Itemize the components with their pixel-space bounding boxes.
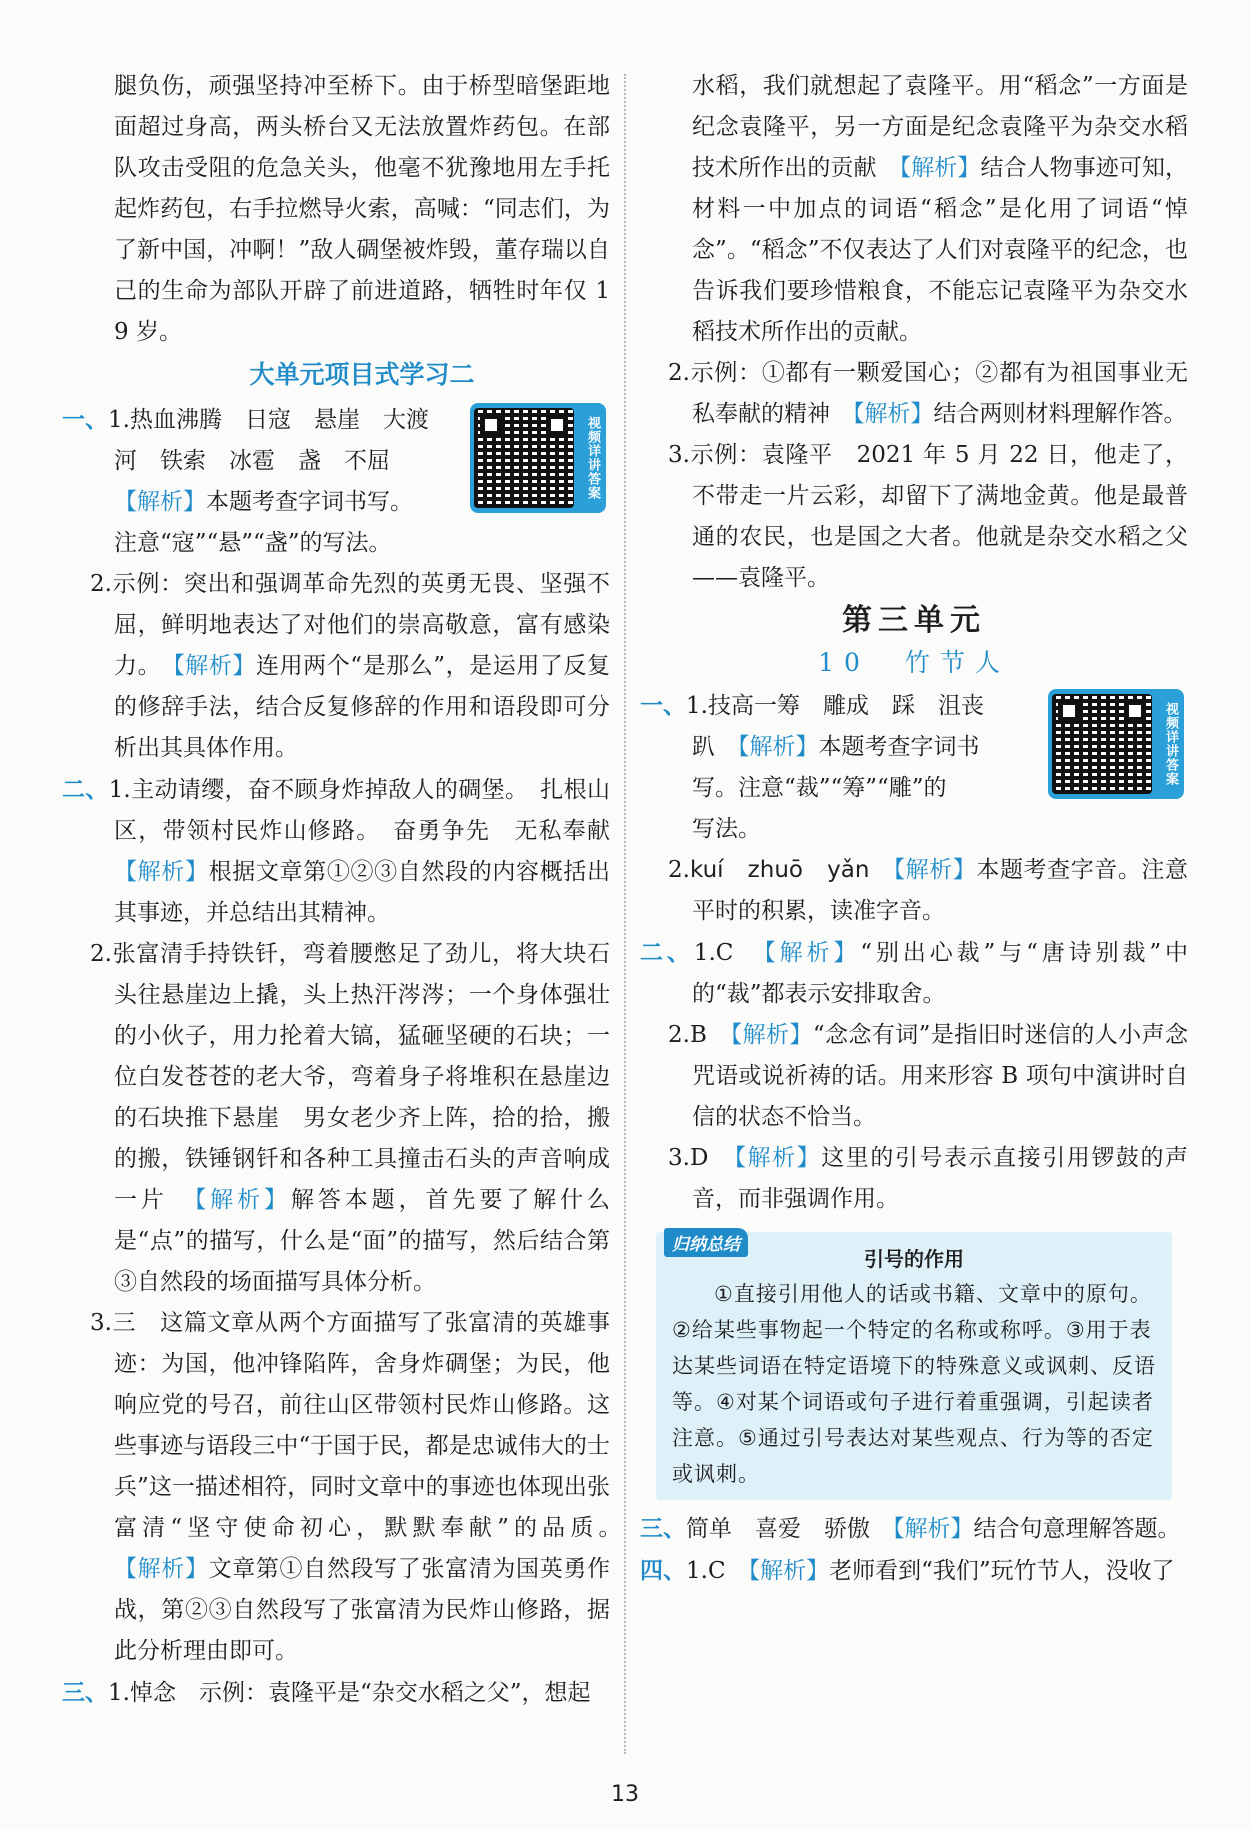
analysis-label: 【解析】 [734, 1145, 822, 1171]
r-s4-q1-answer: C [707, 1558, 726, 1584]
left-column [62, 66, 610, 1714]
analysis-label: 【解析】 [730, 1022, 813, 1048]
q1-words-line2: 河 铁索 冰雹 盏 不屈 [114, 448, 390, 474]
analysis-label: 【解析】 [893, 857, 977, 883]
r-s2-q1-analysis: “别出心裁”与“唐诗别裁”中的“裁”都表示安排取舍。 [692, 940, 1189, 1007]
analysis-label: 【解析】 [114, 1556, 209, 1582]
right-q2-number: 2. [668, 360, 690, 386]
right-q2-answer: 示例：①都有一颗爱国心；②都有为祖国事业无私奉献的精神 [689, 360, 1188, 427]
q1-analysis-2: 注意“寇”“悬”“盏”的写法。 [114, 530, 392, 556]
section-marker-1: 一、 [62, 406, 108, 433]
right-q3-number: 3. [668, 442, 690, 468]
r-q1-line2a: 趴 [692, 734, 715, 760]
r-section-marker-4: 四、 [640, 1557, 686, 1584]
q1-number: 1. [108, 407, 130, 433]
qr-code-video[interactable] [470, 403, 606, 513]
analysis-label: 【解析】 [899, 155, 981, 181]
q2-number: 2. [90, 571, 112, 597]
r-q1-number: 1. [686, 693, 708, 719]
analysis-label: 【解析】 [114, 489, 206, 515]
qr-label: 视频详讲答案 [585, 416, 600, 500]
q1-analysis-1: 本题考查字词书写。 [206, 489, 413, 515]
r-s2-q2-analysis: “念念有词”是指旧时迷信的人小声念咒语或说祈祷的话。用来形容 B 项句中演讲时自信的状态不恰当。 [692, 1022, 1188, 1130]
s2-q2-number: 2. [90, 941, 112, 967]
analysis-label: 【解析】 [194, 1187, 291, 1213]
right-intro: 水稻，我们就想起了袁隆平。用“稻念”一方面是纪念袁隆平，另一方面是纪念袁隆平为杂交水稻技术所作出的贡献 [692, 73, 1188, 181]
r-q1-line1: 技高一筹 雕成 踩 沮丧 [707, 693, 984, 719]
r-s2-q2-answer: B [689, 1022, 707, 1048]
analysis-label: 【解析】 [738, 734, 819, 760]
r-s2-q3-analysis: 这里的引号表示直接引用锣鼓的声音，而非强调作用。 [692, 1145, 1188, 1212]
r-q1-line3: 写。注意“裁”“筹”“雕”的 [692, 775, 947, 801]
analysis-label: 【解析】 [114, 859, 209, 885]
q2-analysis: 连用两个“是那么”，是运用了反复的修辞手法，结合反复修辞的作用和语段即可分析出其具体作用。 [114, 653, 611, 761]
r-section-marker-3: 三、 [640, 1515, 686, 1542]
q2-answer: 示例：突出和强调革命先烈的英勇无畏、坚强不屈，鲜明地表达了对他们的崇高敬意，富有感染力。 [111, 571, 610, 679]
summary-box [656, 1232, 1172, 1500]
section-title: 大单元项目式学习二 [249, 360, 475, 389]
summary-text: ①直接引用他人的话或书籍、文章中的原句。②给某些事物起一个特定的名称或称呼。③用于表达某些词语在特定语境下的特殊意义或讽刺、反语等。④对某个词语或句子进行着重强调，引起读者注意。⑤通过引号表达对某些观点、行为等的否定或讽刺。 [672, 1282, 1156, 1486]
right-section-2 [640, 932, 1188, 1220]
r-s4-q1-analysis: 老师看到“我们”玩竹节人，没收了 [829, 1558, 1175, 1584]
r-q2-pinyin: kuí zhuō yǎn [689, 857, 870, 883]
right-section-1 [640, 685, 1188, 932]
right-column [640, 66, 1188, 1592]
left-section-1 [62, 399, 610, 769]
analysis-label: 【解析】 [173, 653, 256, 679]
right-q2-analysis: 结合两则材料理解作答。 [933, 401, 1187, 427]
analysis-label: 【解析】 [853, 401, 934, 427]
qr-code-icon [474, 408, 574, 508]
s2-q1-number: 1. [108, 777, 131, 803]
right-q3-answer: 示例：袁隆平 2021 年 5 月 22 日，他走了，不带走一片云彩，却留下了满地金黄。他是最普通的农民，也是国之大者。他就是杂交水稻之父——袁隆平。 [689, 442, 1188, 591]
r-s2-q1-answer: C [715, 940, 734, 966]
r-s3-analysis: 结合句意理解答题。 [973, 1516, 1181, 1542]
r-s2-q1-number: 1. [693, 940, 716, 966]
s2-q3-analysis: 文章第①自然段写了张富清为国英勇作战，第②③自然段写了张富清为民炸山修路，据此分析理由即可。 [114, 1556, 611, 1664]
qr-code-video-2[interactable] [1048, 689, 1184, 799]
analysis-label: 【解析】 [748, 1558, 830, 1584]
s3-q1-number: 1. [108, 1680, 130, 1706]
right-intro-analysis: 结合人物事迹可知，材料一中加点的词语“稻念”是化用了词语“悼念”。“稻念”不仅表达了人们对袁隆平的纪念，也告诉我们要珍惜粮食，不能忘记袁隆平为杂交水稻技术所作出的贡献。 [692, 155, 1189, 345]
r-s2-q3-number: 3. [668, 1145, 690, 1171]
qr-label: 视频详讲答案 [1163, 702, 1178, 786]
r-s2-q3-answer: D [689, 1145, 709, 1171]
lesson-title: 10 竹节人 [818, 648, 1010, 677]
r-section-marker-1: 一、 [640, 692, 686, 719]
r-q1-line4: 写法。 [692, 816, 761, 842]
column-divider [624, 74, 626, 1754]
left-section-2 [62, 769, 610, 1672]
summary-title: 引号的作用 [864, 1247, 964, 1271]
unit-title: 第三单元 [842, 603, 986, 638]
analysis-label: 【解析】 [893, 1516, 974, 1542]
section-marker-3: 三、 [62, 1679, 108, 1706]
s2-q2-answer: 张富清手持铁钎，弯着腰憋足了劲儿，将大块石头往悬崖边上撬，头上热汗涔涔；一个身体强壮的小伙子，用力抡着大镐，猛砸坚硬的石块；一位白发苍苍的老大爷，弯着身子将堆积在悬崖边的石块推下悬崖 男女老少齐上阵，拾的拾，搬的搬，铁锤钢钎和各种工具撞击石头的声音响成一片 [111, 941, 610, 1213]
r-s2-q2-number: 2. [668, 1022, 690, 1048]
qr-code-icon [1052, 694, 1152, 794]
section-marker-2: 二、 [62, 776, 109, 803]
s2-q1-answer: 主动请缨，奋不顾身炸掉敌人的碉堡。 扎根山区，带领村民炸山修路。 奋勇争先 无私奉献 [114, 777, 611, 844]
left-intro-paragraph: 腿负伤，顽强坚持冲至桥下。由于桥型暗堡距地面超过身高，两头桥台又无法放置炸药包。在部队攻击受阻的危急关头，他毫不犹豫地用左手托起炸药包，右手拉燃导火索，高喊：“同志们，为了新中国，冲啊！”敌人碉堡被炸毁，董存瑞以自己的生命为部队开辟了前进道路，牺牲时年仅 19 岁。 [114, 73, 610, 345]
summary-tag: 归纳总结 [664, 1228, 748, 1257]
analysis-label: 【解析】 [764, 940, 861, 966]
r-s4-q1-number: 1. [686, 1558, 708, 1584]
r-q2-analysis: 本题考查字音。注意平时的积累，读准字音。 [692, 857, 1189, 924]
s2-q2-analysis: 解答本题，首先要了解什么是“点”的描写，什么是“面”的描写，然后结合第③自然段的场面描写具体分析。 [114, 1187, 611, 1295]
left-section-3 [62, 1672, 610, 1714]
s2-q3-answer: 三 这篇文章从两个方面描写了张富清的英雄事迹：为国，他冲锋陷阵，舍身炸碉堡；为民，他响应党的号召，前往山区带领村民炸山修路。这些事迹与语段三中“于国于民，都是忠诚伟大的士兵”这一描述相符，同时文章中的事迹也体现出张富清“坚守使命初心，默默奉献”的品质。 [111, 1310, 610, 1541]
r-section-marker-2: 二、 [640, 939, 694, 966]
q1-words-line1: 热血沸腾 日寇 悬崖 大渡 [129, 407, 429, 433]
right-section-3 [640, 1508, 1188, 1592]
r-q1-line2b: 本题考查字词书 [818, 734, 980, 760]
s2-q1-analysis: 根据文章第①②③自然段的内容概括出其事迹，并总结出其精神。 [114, 859, 611, 926]
page-number: 13 [611, 1782, 639, 1807]
s2-q3-number: 3. [90, 1310, 112, 1336]
s3-q1-answer: 悼念 示例：袁隆平是“杂交水稻之父”，想起 [129, 1680, 591, 1706]
r-q2-number: 2. [668, 857, 690, 883]
r-s3-answer: 简单 喜爱 骄傲 [686, 1516, 870, 1542]
